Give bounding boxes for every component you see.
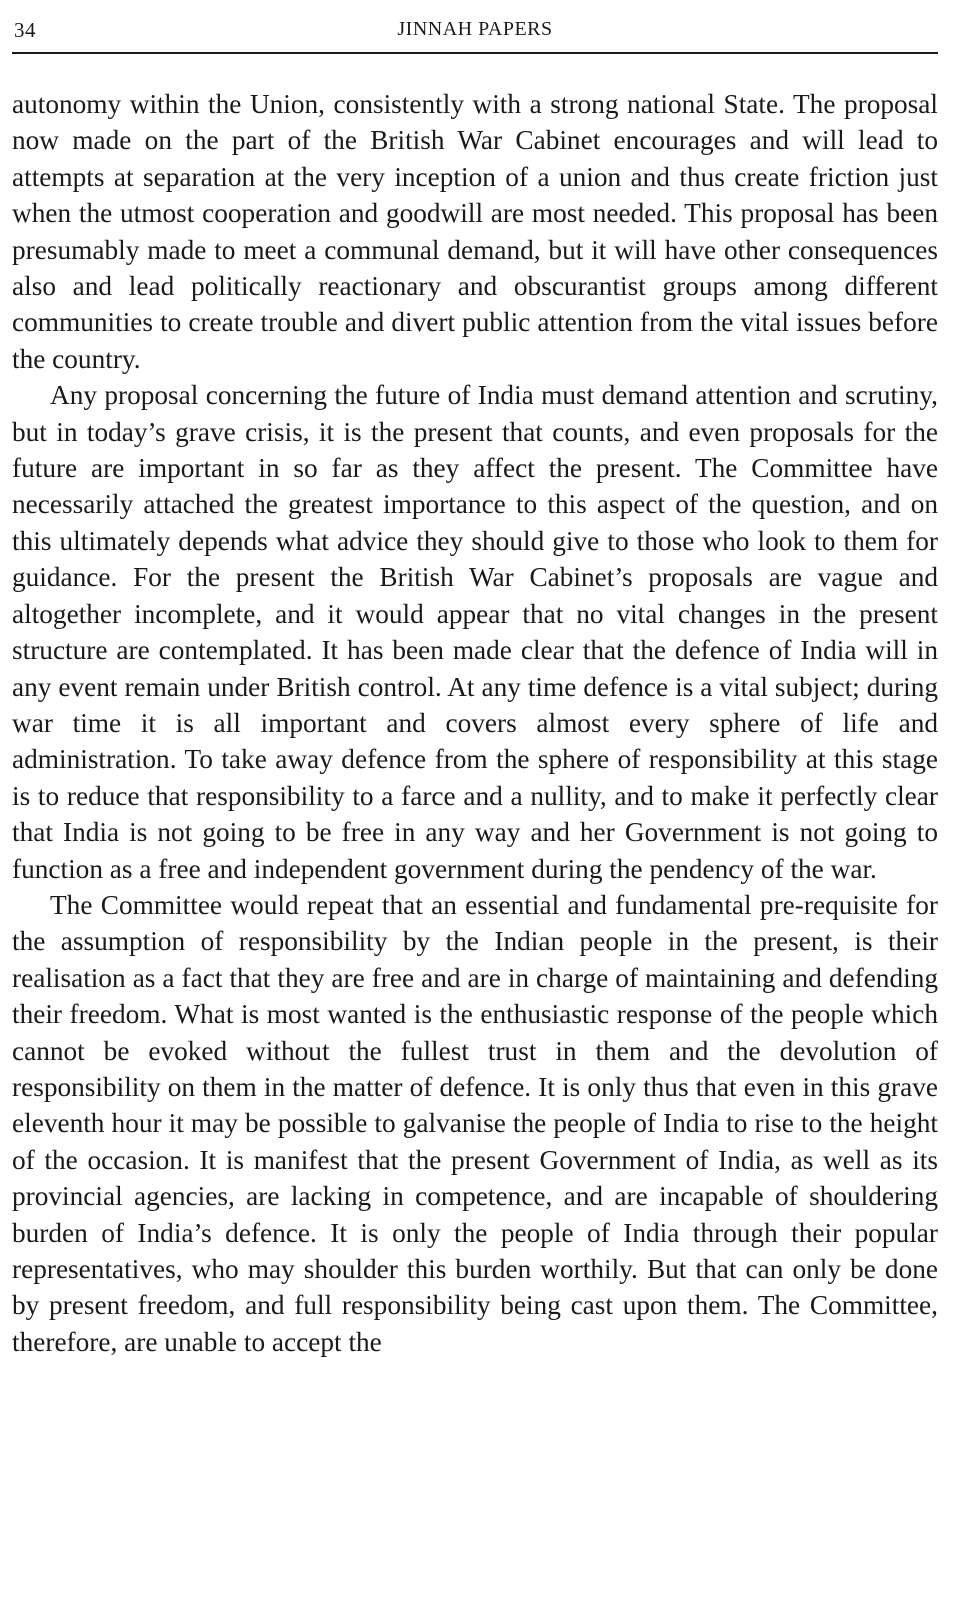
page-number: 34 [14,18,36,42]
body-text [12,86,938,1360]
paragraph: autonomy within the Union, consistently with a strong national State. The proposal now made on the part of the British War Cabinet encourages and will lead to attempts at separation at the very inception of a union and thus create friction just when the utmost cooperation and goodwill are most needed. This proposal has been presumably made to meet a communal demand, but it will have other consequences also and lead politically reactionary and obscurantist groups among different communities to create trouble and divert public attention from the vital issues before the country. [12,89,938,374]
running-header [12,0,938,54]
paragraph: The Committee would repeat that an essential and fundamental pre-requisite for the assumption of responsibility by the Indian people in the present, is their realisation as a fact that they are free and are in charge of maintaining and defending their freedom. What is most wanted is the enthusiastic response of the people which cannot be evoked without the fullest trust in them and the devolution of responsibility on them in the matter of defence. It is only thus that even in this grave eleventh hour it may be possible to galvanise the people of India to rise to the height of the occasion. It is manifest that the present Government of India, as well as its provincial agencies, are lacking in competence, and are incapable of shouldering burden of India’s defence. It is only the people of India through their popular representatives, who may shoulder this burden worthily. But that can only be done by present freedom, and full responsibility being cast upon them. The Committee, therefore, are unable to accept the [12,889,938,1357]
paragraph: Any proposal concerning the future of India must demand attention and scrutiny, but in today’s grave crisis, it is the present that counts, and even proposals for the future are important in so far as they affect the present. The Committee have necessarily attached the greatest importance to this aspect of the question, and on this ultimately depends what advice they should give to those who look to them for guidance. For the present the British War Cabinet’s proposals are vague and altogether incomplete, and it would appear that no vital changes in the present structure are contemplated. It has been made clear that the defence of India will in any event remain under British control. At any time defence is a vital subject; during war time it is all important and covers almost every sphere of life and administration. To take away defence from the sphere of responsibility at this stage is to reduce that responsibility to a farce and a nullity, and to make it perfectly clear that India is not going to be free in any way and her Government is not going to function as a free and independent government during the pendency of the war. [12,380,938,884]
running-title: JINNAH PAPERS [397,18,553,40]
document-page [12,0,938,1601]
